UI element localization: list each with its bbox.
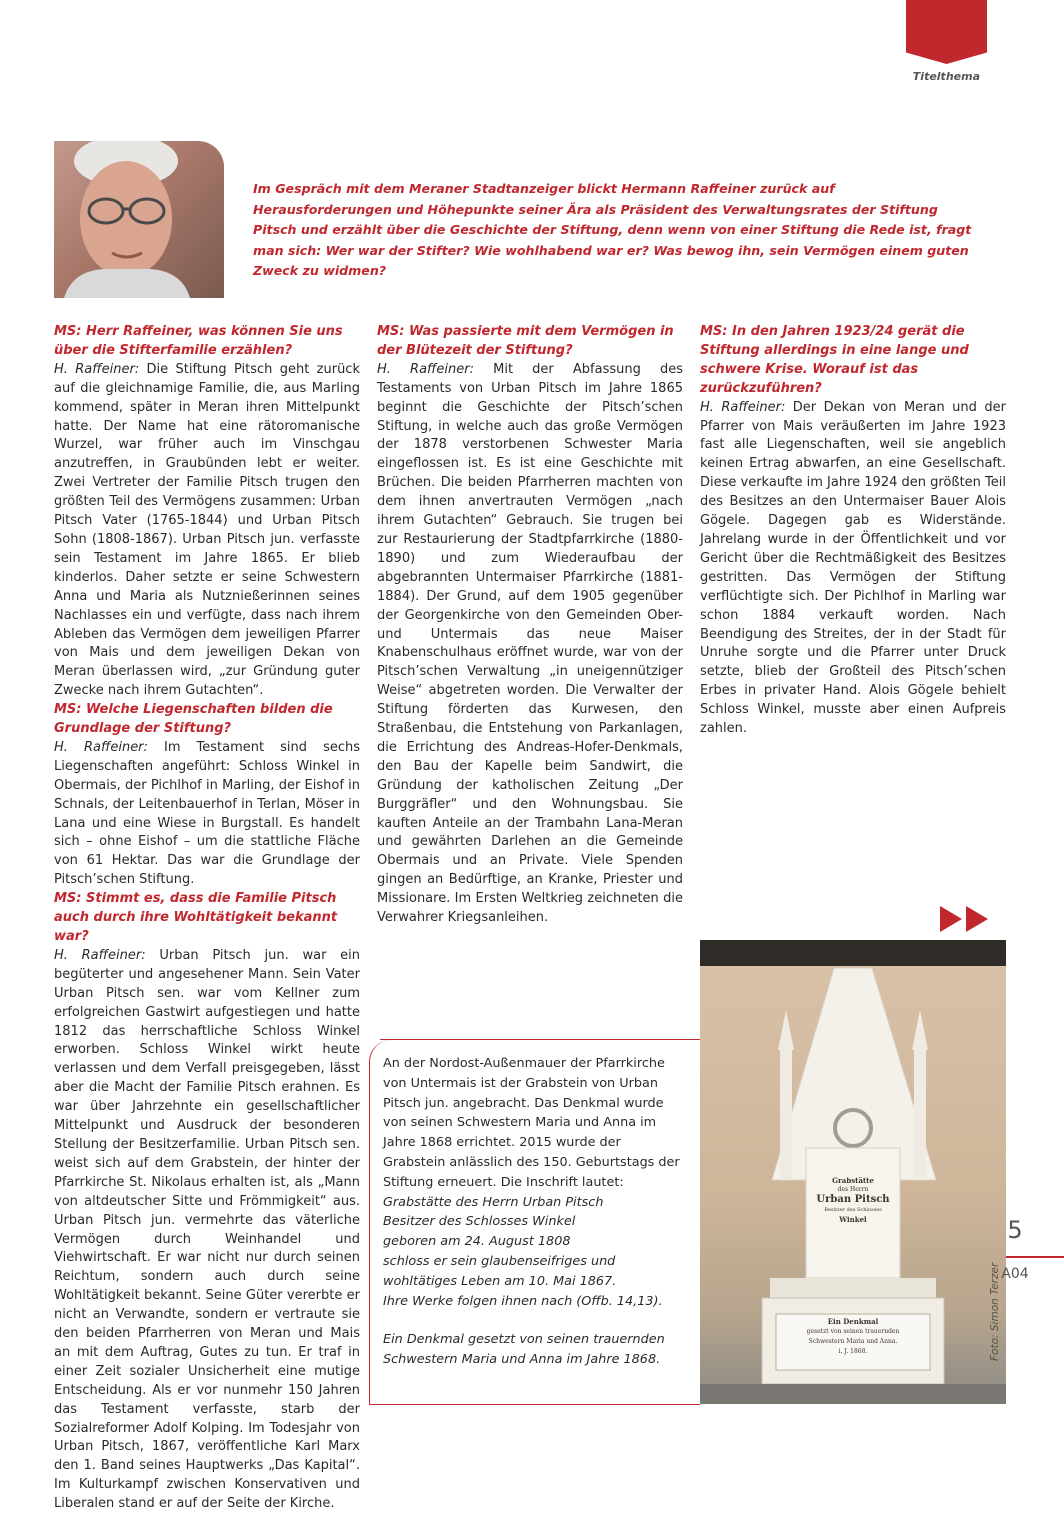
speaker-label: H. Raffeiner:	[54, 947, 146, 963]
answer-1: H. Raffeiner: Die Stiftung Pitsch geht zurück auf die gleichnamige Familie, die, aus Marling kommend, später in Meran ihren Mittelpunkt hatte. Der Name hat eine rätoromanische Wurzel, war früher auch im Vinschgau anzutreffen, in Graubünden lebt er weiter. Zwei Vertreter der Familie Pitsch trugen den größten Teil des Vermögens zusammen: Urban Pitsch Vater (1765-1844) und Urban Pitsch Sohn (1808-1867). Urban Pitsch jun. verfasste sein Testament im Jahre 1865. Er blieb kinderlos. Daher setzte er seine Schwestern Anna und Maria als Nutznießerinnen seines Nachlasses ein und verfügte, dass nach ihrem Ableben das Vermögen dem jeweiligen Pfarrer von Mais und dem jeweiligen Dekan von Meran überlassen wird, „zur Gründung guter Zwecke nach ihrem Gutachten“.	[54, 361, 360, 699]
caption-inscription-line: Besitzer des Schlosses Winkel	[383, 1214, 576, 1230]
article-column-1	[54, 323, 360, 1514]
speaker-label: H. Raffeiner:	[377, 361, 474, 377]
memorial-plaque: Ein Denkmal gesetzt von seinen trauernden Schwestern Maria und Anna. i. J. 1868.	[806, 1317, 900, 1355]
speaker-label: H. Raffeiner:	[700, 399, 786, 415]
answer-2: H. Raffeiner: Im Testament sind sechs Liegenschaften angeführt: Schloss Winkel in Obermais, der Pichlhof in Marling, der Eishof in Schnals, der Leitenbauerhof in Terlan, Möser in Lana und eine Wiese in Burgstall. Es handelt sich – ohne Eishof – um die stattliche Fläche von 61 Hektar. Das war die Grundlage der Pitsch’schen Stiftung.	[54, 739, 361, 888]
portrait-photo	[54, 141, 224, 298]
caption-intro: An der Nordost-Außenmauer der Pfarrkirche von Untermais ist der Grabstein von Urban Pitsch jun. angebracht. Das Denkmal wurde von seinen Schwestern Maria und Anna im Jahre 1868 errichtet. 2015 wurde der Grabstein anlässlich des 150. Geburtstags der Stiftung erneuert. Die Inschrift lautet:	[383, 1056, 680, 1190]
gravestone-photo	[700, 940, 1006, 1404]
page-number-rule	[1006, 1256, 1064, 1258]
answer-3: H. Raffeiner: Urban Pitsch jun. war ein begüterter und angesehener Mann. Sein Vater Urban Pitsch sen. war vom Kellner zum erfolgreichen Gastwirt aufgestiegen und hatte 1812 das herrschaftliche Schloss Winkel erworben. Schloss Winkel wirkt heute verlassen und dem Verfall preisgegeben, lässt aber die Macht der Familie Pitsch erahnen. Es war über Jahrzehnte ein gesellschaftlicher Mittelpunkt und Ausdruck der besonderen Stellung der Besitzerfamilie. Urban Pitsch sen. weist sich auf dem Grabstein, der hinter der Pfarrkirche St. Nikolaus erhalten ist, als „Mann von altdeutscher Sitte und Frömmigkeit“ aus. Urban Pitsch jun. vermehrte das väterliche Vermögen durch Weinhandel und Viehwirtschaft. Er war nicht nur durch seinen Reichtum, sondern auch durch seine Wohltätigkeit bekannt. Seine Güter vererbte er nicht an Verwandte, sondern er vertraute sie den beiden Pfarrherren von Meran und Mais an mit dem Auftrag, Gutes zu tun. Er traf in einer Zeit sozialer Unsicherheit eine mutige Entscheidung. Als er vor nunmehr 150 Jahren das Testament verfasste, starb der Sozialreformer Adolf Kolping. Im Todesjahr von Urban Pitsch, 1867, veröffentliche Karl Marx den 1. Band seines Hauptwerks „Das Kapital“. Im Kulturkampf zwischen Konservativen und Liberalen stand er auf der Seite der Kirche.	[54, 947, 360, 1512]
question-5: MS: In den Jahren 1923/24 gerät die Stiftung allerdings in eine lange und schwere Krise. Worauf ist das zurückzuführen?	[700, 324, 969, 396]
answer-4: H. Raffeiner: Mit der Abfassung des Testaments von Urban Pitsch im Jahre 1865 beginnt die Geschichte der Pitsch’schen Stiftung, in welche auch das große Vermögen der 1878 verstorbenen Schwester Maria eingeflossen ist. Es ist eine Geschichte mit Brüchen. Die beiden Pfarrherren machten von dem ihnen anvertrauten Vermögen „nach ihrem Gutachten“ Gebrauch. Sie trugen bei zur Restaurierung der Stadtpfarrkirche (1880-1890) und zum Wiederaufbau der abgebrannten Untermaiser Pfarrkirche (1881-1884). Der Grund, auf dem 1905 gegenüber der Georgenkirche von den Gemeinden Ober- und Untermais das neue Maiser Knabenschulhaus eröffnet wurde, war von der Pitsch’schen Verwaltung „in uneigennütziger Weise“ abgetreten worden. Die Verwalter der Stiftung förderten das Kurwesen, den Straßenbau, die Entstehung von Parkanlagen, die Errichtung des Andreas-Hofer-Denkmals, den Bau der Kapelle beim Sandwirt, die Gründung der katholischen Zeitung „Der Burggräfler“ und den Wohnungsbau. Sie kauften Anteile an der Trambahn Lana-Meran und gewährten Darlehen an die Gemeinde Obermais und an Private. Viele Spenden gingen an Bedürftige, an Kranke, Priester und Missionare. Im Ersten Weltkrieg zeichneten die Verwahrer Kriegsanleihen.	[377, 361, 683, 926]
article-column-3	[700, 323, 1006, 739]
answer-5: H. Raffeiner: Der Dekan von Meran und der Pfarrer von Mais veräußerten im Jahre 1923 fast alle Liegenschaften, weil sie angeblich keinen Ertrag abwarfen, an eine Gesellschaft. Diese verkaufte im Jahre 1924 den größten Teil des Besitzes an den Untermaiser Bauer Alois Gögele. Dagegen gab es Widerstände. Jahrelang wurde in der Öffentlichkeit und vor Gericht über die Rechtmäßigkeit des Besitzes gestritten. Das Vermögen der Stiftung verflüchtigte sich. Der Pichlhof in Marling war schon 1884 verkauft worden. Nach Beendigung des Streites, der in der Stadt für Unruhe sorgte und die Pfarrer unter Druck setzte, blieb der Großteil des Pitsch’schen Erbes in privater Hand. Alois Gögele behielt Schloss Winkel, musste aber einen Aufpreis zahlen.	[700, 399, 1006, 737]
caption-dedication: Ein Denkmal gesetzt von seinen trauernden Schwestern Maria und Anna im Jahre 1868.	[383, 1332, 665, 1368]
page-code: A04	[1001, 1266, 1029, 1282]
gravestone-inscription: Grabstätte des Herrn Urban Pitsch Besitzer des Schlosses Winkel	[816, 1176, 890, 1224]
caption-inscription-line: Grabstätte des Herrn Urban Pitsch	[383, 1194, 604, 1210]
caption-inscription-line: Ihre Werke folgen ihnen nach (Offb. 14,13).	[383, 1293, 663, 1309]
intro-text: Im Gespräch mit dem Meraner Stadtanzeiger blickt Hermann Raffeiner zurück auf Herausforderungen und Höhepunkte seiner Ära als Präsident des Verwaltungsrates der Stiftung Pitsch und erzählt über die Geschichte der Stiftung, denn wenn von einer Stiftung die Rede ist, fragt man sich: Wer war der Stifter? Wie wohlhabend war er? Was bewog ihn, sein Vermögen einem guten Zweck zu widmen?	[253, 181, 972, 278]
caption-inscription-line: geboren am 24. August 1808	[383, 1234, 571, 1250]
question-4: MS: Was passierte mit dem Vermögen in der Blütezeit der Stiftung?	[377, 324, 674, 358]
question-2: MS: Welche Liegenschaften bilden die Grundlage der Stiftung?	[54, 702, 333, 737]
photo-caption	[383, 1054, 683, 1370]
article-column-2	[377, 323, 683, 928]
caption-inscription-line: schloss er sein glaubenseifriges und wohltätiges Leben am 10. Mai 1867.	[383, 1253, 617, 1289]
section-label: Titelthema	[912, 70, 980, 83]
speaker-label: H. Raffeiner:	[54, 739, 148, 755]
speaker-label: H. Raffeiner:	[54, 361, 140, 377]
page-number: 5	[1007, 1216, 1023, 1244]
photo-credit: Foto: Simon Terzer	[989, 1262, 1001, 1361]
continue-arrows-icon	[940, 906, 990, 932]
section-tab	[906, 0, 987, 64]
question-3: MS: Stimmt es, dass die Familie Pitsch auch durch ihre Wohltätigkeit bekannt war?	[54, 891, 338, 944]
question-1: MS: Herr Raffeiner, was können Sie uns über die Stifterfamilie erzählen?	[54, 324, 343, 358]
